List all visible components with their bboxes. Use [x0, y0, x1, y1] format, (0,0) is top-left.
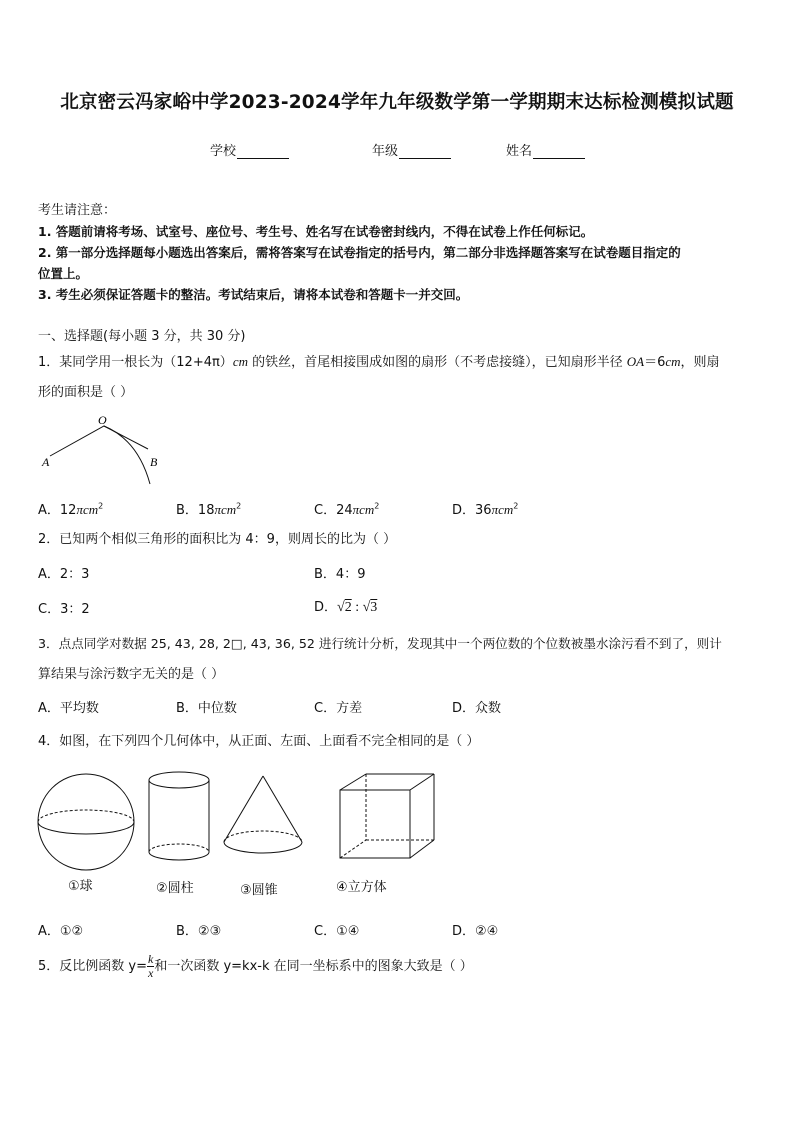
label-a: A [42, 455, 50, 469]
q5-prefix: 5．反比例函数 y= [38, 959, 147, 974]
cone-shape [224, 776, 302, 853]
label-b: B [150, 455, 158, 469]
name-field[interactable] [506, 140, 585, 159]
sqrt-icon: √ [362, 600, 371, 615]
q1-option-a[interactable]: A．12πcm$^2$ [38, 501, 104, 518]
q2-option-b[interactable]: B．4：9 [314, 567, 366, 582]
q5-suffix: 和一次函数 y=kx-k 在同一坐标系中的图象大致是（ ） [154, 959, 473, 974]
q2-option-c[interactable]: C．3：2 [38, 602, 90, 617]
notice-heading: 考生请注意： [38, 203, 117, 218]
q1-sector-figure [36, 412, 166, 492]
q3-stem-line1: 3．点点同学对数据 25, 43, 28, 2□, 43, 36, 52 进行统计分析，发现其中一个两位数的个位数被墨水涂污看不到了，则计 [38, 636, 722, 651]
q3-option-d[interactable]: D．众数 [452, 701, 502, 716]
q3-stem-line2: 算结果与涂污数字无关的是（ ） [38, 667, 225, 682]
q1-unit-cm2: cm [665, 354, 681, 369]
q4-stem: 4．如图，在下列四个几何体中，从正面、左面、上面看不完全相同的是（ ） [38, 734, 480, 749]
notice-item-2-cont: 位置上。 [38, 266, 89, 281]
q1-oa: OA [626, 354, 645, 369]
label-o: O [98, 413, 107, 427]
section-heading: 一、选择题(每小题 3 分，共 30 分) [38, 329, 246, 344]
q4-option-c[interactable]: C．①④ [314, 924, 360, 939]
q5-fraction: $\frac{k}{x}$ [148, 952, 154, 980]
q4-option-b[interactable]: B．②③ [176, 924, 222, 939]
q1-option-b[interactable]: B．18πcm$^2$ [176, 501, 242, 518]
solid-label-cylinder: ②圆柱 [156, 881, 194, 896]
q2-option-d[interactable]: D．√2 : √3 [314, 600, 378, 615]
solid-label-cone: ③圆锥 [240, 883, 278, 898]
q3-option-c[interactable]: C．方差 [314, 701, 363, 716]
q4-option-a[interactable]: A．①② [38, 924, 84, 939]
grade-blank[interactable] [399, 144, 451, 159]
q5-stem [38, 953, 473, 980]
school-blank[interactable] [237, 144, 289, 159]
page-title: 北京密云冯家峪中学2023-2024学年九年级数学第一学期期末达标检测模拟试题 [60, 92, 734, 113]
q1-option-d[interactable]: D．36πcm$^2$ [452, 501, 519, 518]
name-blank[interactable] [533, 144, 585, 159]
notice-item-2: 2. 第一部分选择题每小题选出答案后，需将答案写在试卷指定的括号内，第二部分非选择题答案写在试卷题目指定的 [38, 245, 681, 260]
q2-option-a[interactable]: A．2：3 [38, 567, 90, 582]
q1-text-c: ，则扇 [680, 355, 720, 370]
q1-option-c[interactable]: C．24πcm$^2$ [314, 501, 380, 518]
cube-shape [340, 774, 434, 858]
grade-field[interactable] [372, 140, 451, 159]
school-label: 学校 [210, 144, 237, 159]
sphere-shape [38, 774, 134, 870]
solid-label-cube: ④立方体 [336, 880, 387, 895]
q1-eq: ＝6 [644, 355, 666, 370]
q4-solids-figure [30, 770, 450, 870]
cylinder-shape [149, 772, 209, 860]
q3-option-a[interactable]: A．平均数 [38, 701, 99, 716]
sector-arc [104, 426, 150, 484]
q1-text-a: 1．某同学用一根长为（12+4π） [38, 355, 233, 370]
solid-label-sphere: ①球 [68, 879, 93, 894]
sqrt-icon: √ [337, 600, 345, 615]
school-field[interactable] [210, 140, 289, 159]
grade-label: 年级 [372, 144, 399, 159]
notice-item-3: 3. 考生必须保证答题卡的整洁。考试结束后，请将本试卷和答题卡一并交回。 [38, 287, 469, 302]
q1-stem-line1 [38, 353, 720, 372]
q1-unit-cm: cm [232, 354, 248, 369]
q1-stem-line2: 形的面积是（ ） [38, 385, 134, 400]
q1-text-b: 的铁丝，首尾相接围成如图的扇形（不考虑接缝），已知扇形半径 [247, 355, 627, 370]
q3-option-b[interactable]: B．中位数 [176, 701, 237, 716]
sector-radii [50, 426, 148, 456]
q2-stem: 2．已知两个相似三角形的面积比为 4：9，则周长的比为（ ） [38, 532, 397, 547]
q4-option-d[interactable]: D．②④ [452, 924, 499, 939]
name-label: 姓名 [506, 144, 533, 159]
notice-item-1: 1. 答题前请将考场、试室号、座位号、考生号、姓名写在试卷密封线内，不得在试卷上作任何标记。 [38, 224, 594, 239]
